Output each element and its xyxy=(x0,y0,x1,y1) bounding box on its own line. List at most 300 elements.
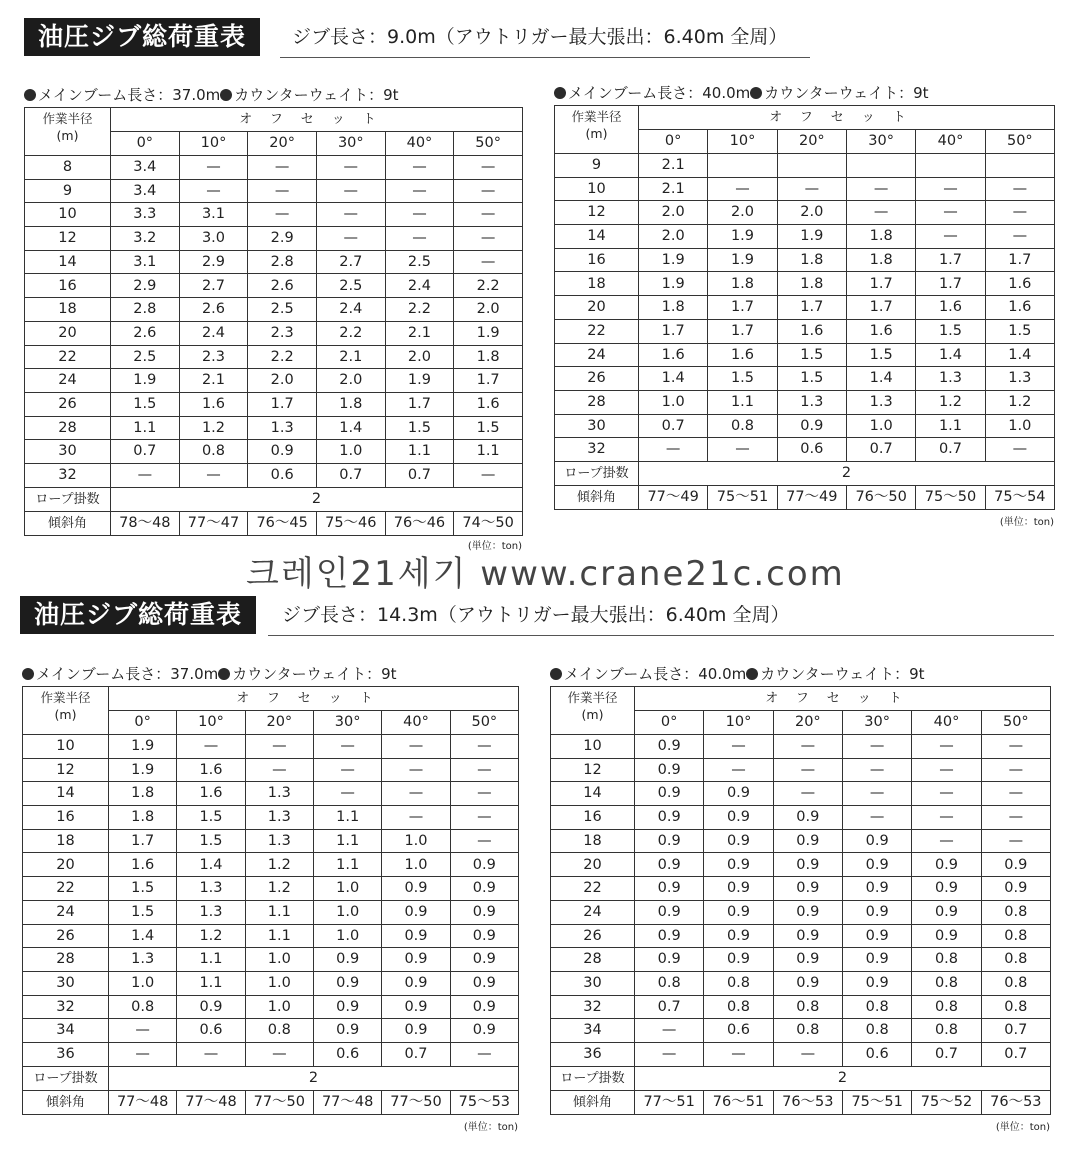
load-cell: 1.2 xyxy=(245,877,313,901)
table-row xyxy=(23,782,519,806)
load-cell: 1.7 xyxy=(639,319,708,343)
radius-cell: 18 xyxy=(551,829,635,853)
load-cell: 0.8 xyxy=(912,995,981,1019)
radius-cell: 28 xyxy=(23,948,109,972)
rope-count: 2 xyxy=(109,1066,519,1090)
offset-angle: 20° xyxy=(773,711,842,735)
load-cell: 1.6 xyxy=(179,392,248,416)
load-cell: 0.9 xyxy=(635,948,704,972)
load-cell: — xyxy=(981,829,1050,853)
load-cell: 3.2 xyxy=(111,227,180,251)
load-cell: — xyxy=(454,250,523,274)
tilt-cell: 76～51 xyxy=(704,1090,773,1114)
load-cell: 0.9 xyxy=(635,853,704,877)
load-cell: 1.7 xyxy=(777,296,846,320)
radius-cell: 24 xyxy=(555,343,639,367)
load-cell: — xyxy=(313,782,381,806)
tilt-cell: 75～51 xyxy=(708,485,777,509)
offset-angle: 0° xyxy=(635,711,704,735)
bullet-icon xyxy=(220,89,232,101)
load-cell: 0.6 xyxy=(777,438,846,462)
offset-angle: 30° xyxy=(316,132,385,156)
load-cell: 0.9 xyxy=(842,829,911,853)
load-cell: — xyxy=(704,735,773,759)
load-cell: — xyxy=(450,758,518,782)
load-cell: — xyxy=(382,782,450,806)
load-cell: 0.8 xyxy=(912,948,981,972)
radius-cell: 14 xyxy=(23,782,109,806)
table-row xyxy=(23,924,519,948)
main-boom-length: メインブーム長さ：37.0m xyxy=(36,665,219,683)
radius-cell: 16 xyxy=(23,806,109,830)
load-cell: — xyxy=(454,156,523,180)
tilt-label: 傾斜角 xyxy=(555,485,639,509)
load-cell: 0.9 xyxy=(704,900,773,924)
load-cell: 0.6 xyxy=(248,463,317,487)
load-cell: 0.9 xyxy=(842,924,911,948)
load-cell: 2.1 xyxy=(639,154,708,178)
rope-count: 2 xyxy=(639,461,1055,485)
tilt-cell: 77～50 xyxy=(245,1090,313,1114)
load-cell: — xyxy=(450,806,518,830)
load-cell: — xyxy=(245,1042,313,1066)
table-row xyxy=(555,201,1055,225)
load-cell: 0.7 xyxy=(981,1019,1050,1043)
load-cell: 0.9 xyxy=(773,829,842,853)
table-row xyxy=(23,735,519,759)
load-cell: 2.6 xyxy=(248,274,317,298)
load-cell: — xyxy=(981,758,1050,782)
load-cell: 0.9 xyxy=(842,877,911,901)
load-cell: 0.9 xyxy=(912,877,981,901)
load-cell: — xyxy=(777,177,846,201)
load-cell: 0.9 xyxy=(313,948,381,972)
section-title: 油圧ジブ総荷重表 xyxy=(24,18,260,56)
load-cell: 0.9 xyxy=(382,1019,450,1043)
load-cell: 0.8 xyxy=(842,995,911,1019)
table-row xyxy=(551,1042,1051,1066)
load-cell: 1.4 xyxy=(177,853,245,877)
load-cell: — xyxy=(111,463,180,487)
table-row xyxy=(551,853,1051,877)
table-row xyxy=(25,440,523,464)
offset-angle: 0° xyxy=(639,130,708,154)
load-cell: — xyxy=(708,177,777,201)
load-cell: 1.7 xyxy=(109,829,177,853)
load-cell: 0.9 xyxy=(382,995,450,1019)
load-cell: 0.9 xyxy=(773,900,842,924)
load-cell: 1.7 xyxy=(708,296,777,320)
load-cell: 0.9 xyxy=(842,971,911,995)
load-cell: 2.2 xyxy=(454,274,523,298)
load-cell: 2.5 xyxy=(111,345,180,369)
rope-label: ロープ掛数 xyxy=(25,487,111,511)
tilt-cell: 76～45 xyxy=(248,511,317,535)
load-cell: 1.0 xyxy=(382,829,450,853)
load-cell: 1.8 xyxy=(454,345,523,369)
load-cell: 1.0 xyxy=(313,924,381,948)
tilt-cell: 75～46 xyxy=(316,511,385,535)
load-cell: 1.5 xyxy=(846,343,915,367)
load-cell: 1.7 xyxy=(708,319,777,343)
radius-cell: 34 xyxy=(23,1019,109,1043)
table-row xyxy=(555,272,1055,296)
load-cell: 2.6 xyxy=(179,298,248,322)
load-cell: 0.9 xyxy=(635,924,704,948)
load-cell: 0.7 xyxy=(916,438,985,462)
load-cell: 2.3 xyxy=(248,321,317,345)
load-cell: 0.9 xyxy=(450,995,518,1019)
load-cell: 0.9 xyxy=(773,971,842,995)
load-cell: 2.7 xyxy=(179,274,248,298)
bullet-icon xyxy=(550,668,562,680)
offset-angle: 20° xyxy=(248,132,317,156)
load-cell: 0.8 xyxy=(704,995,773,1019)
load-cell: — xyxy=(313,735,381,759)
load-cell: 1.1 xyxy=(313,829,381,853)
load-cell: — xyxy=(382,806,450,830)
load-cell: 1.6 xyxy=(109,853,177,877)
tilt-cell: 77～49 xyxy=(777,485,846,509)
bullet-icon xyxy=(746,668,758,680)
load-cell: 1.3 xyxy=(846,390,915,414)
table-row xyxy=(551,1019,1051,1043)
load-cell: 0.9 xyxy=(773,924,842,948)
rope-label: ロープ掛数 xyxy=(555,461,639,485)
load-cell: 0.9 xyxy=(704,877,773,901)
load-cell: — xyxy=(773,735,842,759)
load-cell: 1.5 xyxy=(916,319,985,343)
load-cell: — xyxy=(385,203,454,227)
table-row xyxy=(23,900,519,924)
load-cell: 0.9 xyxy=(704,924,773,948)
jib-spec: ジブ長さ：14.3m（アウトリガー最大張出：6.40m 全周） xyxy=(282,604,790,626)
load-cell: 2.5 xyxy=(248,298,317,322)
load-cell: 0.7 xyxy=(981,1042,1050,1066)
load-cell xyxy=(777,154,846,178)
load-cell: — xyxy=(248,203,317,227)
load-cell: — xyxy=(912,735,981,759)
radius-cell: 26 xyxy=(551,924,635,948)
load-cell: 0.8 xyxy=(635,971,704,995)
offset-angle: 0° xyxy=(109,711,177,735)
radius-cell: 14 xyxy=(555,225,639,249)
offset-angle: 20° xyxy=(777,130,846,154)
load-cell: 1.4 xyxy=(846,367,915,391)
load-cell: — xyxy=(179,179,248,203)
load-cell: — xyxy=(985,438,1054,462)
load-cell: 0.7 xyxy=(385,463,454,487)
table-row xyxy=(23,1042,519,1066)
load-cell: 0.9 xyxy=(450,948,518,972)
load-cell: 1.6 xyxy=(777,319,846,343)
load-cell: 1.8 xyxy=(639,296,708,320)
jib-spec: ジブ長さ：9.0m（アウトリガー最大張出：6.40m 全周） xyxy=(292,26,788,48)
load-cell: 2.1 xyxy=(385,321,454,345)
load-cell: 1.1 xyxy=(313,806,381,830)
main-boom-length: メインブーム長さ：40.0m xyxy=(564,665,747,683)
load-cell: — xyxy=(316,179,385,203)
radius-cell: 30 xyxy=(555,414,639,438)
table-row xyxy=(25,321,523,345)
radius-label: 作業半径 xyxy=(42,111,93,126)
load-cell: — xyxy=(773,782,842,806)
load-cell: 1.7 xyxy=(846,296,915,320)
load-cell: 1.3 xyxy=(245,806,313,830)
offset-angle: 40° xyxy=(385,132,454,156)
load-cell: — xyxy=(385,227,454,251)
radius-cell: 12 xyxy=(23,758,109,782)
header-row xyxy=(23,687,519,711)
load-cell: 1.1 xyxy=(177,948,245,972)
load-cell: 3.4 xyxy=(111,179,180,203)
load-table xyxy=(24,107,523,536)
radius-cell: 30 xyxy=(551,971,635,995)
load-cell: 0.7 xyxy=(382,1042,450,1066)
radius-cell: 18 xyxy=(555,272,639,296)
load-cell: 1.5 xyxy=(109,900,177,924)
table-row xyxy=(555,414,1055,438)
offset-angle: 10° xyxy=(179,132,248,156)
table-row xyxy=(25,392,523,416)
load-cell: 1.2 xyxy=(916,390,985,414)
load-cell: 2.2 xyxy=(248,345,317,369)
radius-cell: 20 xyxy=(23,853,109,877)
load-cell: 1.0 xyxy=(313,877,381,901)
load-cell: 0.9 xyxy=(635,900,704,924)
load-cell: 0.6 xyxy=(177,1019,245,1043)
offset-angle: 50° xyxy=(450,711,518,735)
load-cell: 0.8 xyxy=(981,948,1050,972)
load-cell: 1.9 xyxy=(639,248,708,272)
bullet-icon xyxy=(24,89,36,101)
tilt-cell: 77～49 xyxy=(639,485,708,509)
table-row xyxy=(551,995,1051,1019)
radius-cell: 22 xyxy=(23,877,109,901)
load-cell: — xyxy=(245,758,313,782)
load-cell: — xyxy=(450,1042,518,1066)
radius-header xyxy=(25,108,111,156)
load-cell: 2.0 xyxy=(639,225,708,249)
load-cell: 0.9 xyxy=(635,829,704,853)
load-cell: — xyxy=(454,463,523,487)
load-cell: — xyxy=(313,758,381,782)
radius-header xyxy=(23,687,109,735)
load-cell: — xyxy=(842,782,911,806)
load-cell: 2.9 xyxy=(179,250,248,274)
load-cell: 1.0 xyxy=(109,971,177,995)
load-cell: 1.6 xyxy=(985,272,1054,296)
load-cell: 1.9 xyxy=(639,272,708,296)
table-row xyxy=(25,416,523,440)
radius-cell: 14 xyxy=(551,782,635,806)
load-cell: 3.4 xyxy=(111,156,180,180)
load-cell: 1.7 xyxy=(985,248,1054,272)
load-cell: — xyxy=(704,758,773,782)
load-cell: 1.5 xyxy=(777,367,846,391)
radius-cell: 18 xyxy=(23,829,109,853)
load-cell: 2.5 xyxy=(385,250,454,274)
load-cell: 1.1 xyxy=(708,390,777,414)
load-cell: — xyxy=(635,1019,704,1043)
load-cell: 1.0 xyxy=(985,414,1054,438)
radius-header xyxy=(555,106,639,154)
tilt-cell: 77～48 xyxy=(313,1090,381,1114)
load-table xyxy=(554,105,1055,510)
table-row xyxy=(555,154,1055,178)
load-cell: 1.4 xyxy=(109,924,177,948)
load-cell: 1.3 xyxy=(985,367,1054,391)
load-cell: — xyxy=(177,735,245,759)
load-cell: 0.9 xyxy=(842,948,911,972)
rope-count: 2 xyxy=(111,487,523,511)
load-cell: — xyxy=(385,156,454,180)
table-row xyxy=(551,735,1051,759)
radius-cell: 26 xyxy=(23,924,109,948)
load-cell: 0.9 xyxy=(981,877,1050,901)
load-cell: 1.3 xyxy=(177,900,245,924)
load-cell: — xyxy=(450,782,518,806)
load-cell: 0.9 xyxy=(450,1019,518,1043)
load-cell: 1.0 xyxy=(382,853,450,877)
table-caption xyxy=(550,664,925,684)
radius-cell: 34 xyxy=(551,1019,635,1043)
bullet-icon xyxy=(22,668,34,680)
load-cell: 1.6 xyxy=(708,343,777,367)
load-cell: — xyxy=(450,735,518,759)
radius-cell: 28 xyxy=(555,390,639,414)
load-cell: 1.5 xyxy=(777,343,846,367)
offset-angle: 30° xyxy=(313,711,381,735)
radius-cell: 32 xyxy=(555,438,639,462)
load-cell: 1.0 xyxy=(245,948,313,972)
load-cell: — xyxy=(773,758,842,782)
load-cell: 1.1 xyxy=(313,853,381,877)
load-cell: 0.9 xyxy=(704,829,773,853)
load-cell xyxy=(846,154,915,178)
unit-label: (単位：ton) xyxy=(999,517,1054,529)
rope-row xyxy=(551,1066,1051,1090)
load-cell: 1.2 xyxy=(985,390,1054,414)
load-cell: — xyxy=(704,1042,773,1066)
unit-label: (単位：ton) xyxy=(467,540,522,552)
load-cell: 0.9 xyxy=(842,900,911,924)
radius-label: 作業半径 xyxy=(571,109,622,124)
radius-cell: 22 xyxy=(555,319,639,343)
load-cell: — xyxy=(985,177,1054,201)
load-cell: 1.8 xyxy=(109,806,177,830)
radius-cell: 20 xyxy=(25,321,111,345)
load-cell: 1.4 xyxy=(916,343,985,367)
load-cell: 0.9 xyxy=(635,758,704,782)
radius-cell: 20 xyxy=(551,853,635,877)
load-cell: 0.9 xyxy=(777,414,846,438)
load-cell: — xyxy=(981,782,1050,806)
watermark-text: 크레인21세기 www.crane21c.com xyxy=(246,554,845,594)
tilt-label: 傾斜角 xyxy=(551,1090,635,1114)
counterweight: カウンターウェイト：9t xyxy=(234,86,399,104)
load-cell: — xyxy=(912,782,981,806)
offset-angle: 50° xyxy=(454,132,523,156)
radius-cell: 16 xyxy=(25,274,111,298)
rope-row xyxy=(555,461,1055,485)
rope-label: ロープ掛数 xyxy=(23,1066,109,1090)
offset-angle: 10° xyxy=(704,711,773,735)
tilt-label: 傾斜角 xyxy=(25,511,111,535)
radius-cell: 32 xyxy=(551,995,635,1019)
load-cell: 0.8 xyxy=(981,995,1050,1019)
section-header-1 xyxy=(22,14,1052,62)
table-row xyxy=(25,179,523,203)
load-cell: 1.1 xyxy=(916,414,985,438)
tilt-cell: 76～46 xyxy=(385,511,454,535)
table-row xyxy=(555,367,1055,391)
load-cell: 1.2 xyxy=(177,924,245,948)
load-cell: 2.4 xyxy=(385,274,454,298)
load-cell: 1.8 xyxy=(846,248,915,272)
load-cell: 1.7 xyxy=(248,392,317,416)
load-cell: 1.8 xyxy=(708,272,777,296)
table-row xyxy=(555,343,1055,367)
load-cell: 0.9 xyxy=(382,877,450,901)
load-cell: — xyxy=(454,203,523,227)
table-row xyxy=(555,390,1055,414)
offset-angle: 10° xyxy=(708,130,777,154)
load-cell: 0.8 xyxy=(981,924,1050,948)
load-cell: 0.9 xyxy=(635,877,704,901)
table-row xyxy=(555,225,1055,249)
load-cell: 1.1 xyxy=(111,416,180,440)
load-cell: — xyxy=(316,203,385,227)
header-rule xyxy=(268,635,1054,636)
offset-header: オフセット xyxy=(111,108,523,132)
load-cell: 0.8 xyxy=(912,1019,981,1043)
load-cell: 1.3 xyxy=(777,390,846,414)
tilt-cell: 74～50 xyxy=(454,511,523,535)
radius-cell: 24 xyxy=(25,369,111,393)
load-cell: 2.0 xyxy=(316,369,385,393)
section-header-2 xyxy=(20,592,1050,640)
load-cell: 0.9 xyxy=(635,782,704,806)
bullet-icon xyxy=(218,668,230,680)
load-cell: — xyxy=(842,806,911,830)
offset-angle: 0° xyxy=(111,132,180,156)
unit-label: (単位：ton) xyxy=(995,1121,1050,1133)
radius-cell: 32 xyxy=(25,463,111,487)
load-cell: 1.3 xyxy=(245,782,313,806)
radius-cell: 16 xyxy=(551,806,635,830)
load-cell: — xyxy=(454,227,523,251)
load-cell: — xyxy=(316,227,385,251)
radius-cell: 14 xyxy=(25,250,111,274)
load-cell: 0.9 xyxy=(704,806,773,830)
load-cell: 2.9 xyxy=(111,274,180,298)
load-cell: 0.8 xyxy=(773,995,842,1019)
load-cell: 2.1 xyxy=(639,177,708,201)
radius-cell: 8 xyxy=(25,156,111,180)
load-cell: 1.9 xyxy=(454,321,523,345)
load-cell: 0.9 xyxy=(773,948,842,972)
load-cell: — xyxy=(179,463,248,487)
load-cell: 3.3 xyxy=(111,203,180,227)
load-cell: — xyxy=(916,201,985,225)
offset-angle: 40° xyxy=(912,711,981,735)
load-cell: 0.9 xyxy=(842,853,911,877)
load-cell: 0.8 xyxy=(109,995,177,1019)
load-cell: 2.4 xyxy=(316,298,385,322)
load-cell: 1.5 xyxy=(985,319,1054,343)
table-row xyxy=(25,369,523,393)
